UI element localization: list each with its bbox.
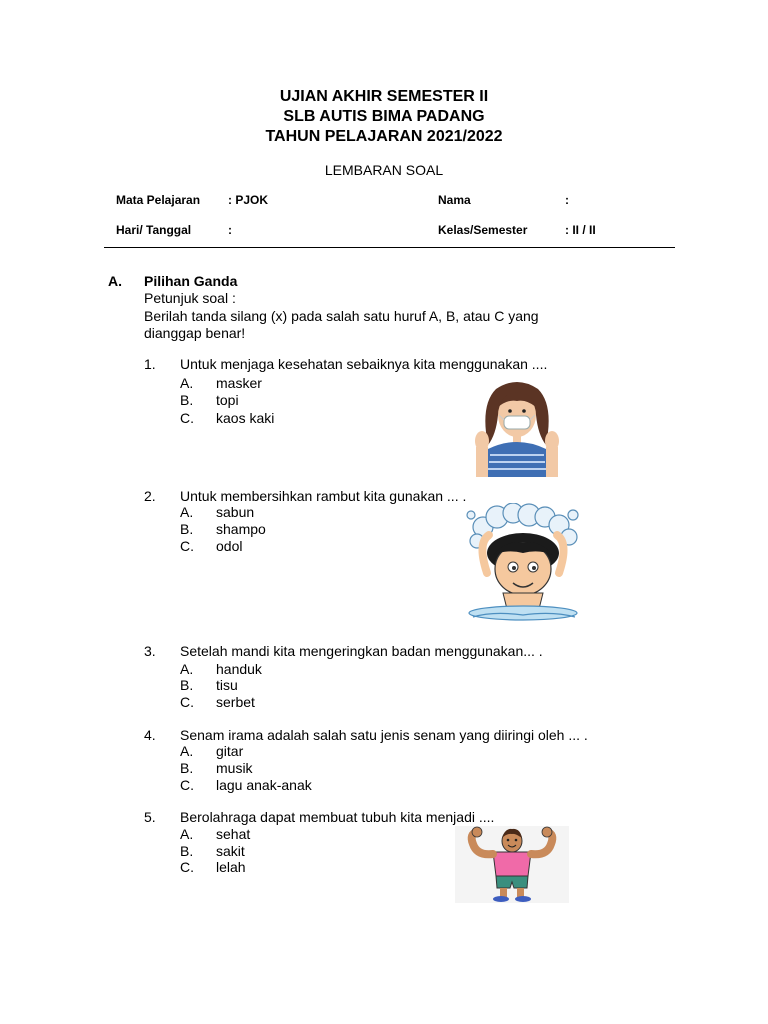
option-text: serbet — [216, 694, 255, 710]
option-text: odol — [216, 538, 243, 554]
question-text: Setelah mandi kita mengeringkan badan menggunakan... . — [180, 643, 543, 659]
option-letter: B. — [180, 843, 194, 859]
option-letter: C. — [180, 859, 194, 875]
option-letter: B. — [180, 521, 194, 537]
subject-label: Mata Pelajaran — [116, 193, 201, 207]
option-text: sabun — [216, 504, 255, 520]
name-value: : — [565, 193, 569, 207]
question-number: 3. — [144, 643, 156, 659]
option-letter: C. — [180, 777, 194, 793]
option-letter: A. — [180, 504, 194, 520]
option-text: sakit — [216, 843, 245, 859]
instruction-label: Petunjuk soal : — [144, 290, 236, 306]
strong-boy-image — [455, 826, 569, 903]
name-label: Nama — [438, 193, 471, 207]
section-letter: A. — [108, 273, 122, 289]
section-title: Pilihan Ganda — [144, 273, 238, 289]
question-text: Untuk membersihkan rambut kita gunakan ... . — [180, 488, 467, 504]
girl-with-mask-image — [466, 375, 568, 477]
sheet-title: LEMBARAN SOAL — [324, 162, 444, 178]
class-value: : II / II — [565, 223, 596, 237]
option-text: sehat — [216, 826, 251, 842]
instruction-line-1: Berilah tanda silang (x) pada salah satu huruf A, B, atau C yang — [144, 308, 539, 324]
option-letter: B. — [180, 392, 194, 408]
boy-washing-hair-image — [463, 503, 585, 625]
subject-value: : PJOK — [228, 193, 269, 207]
exam-title: UJIAN AKHIR SEMESTER II — [279, 88, 489, 105]
option-text: gitar — [216, 743, 244, 759]
option-letter: A. — [180, 661, 194, 677]
option-text: lagu anak-anak — [216, 777, 312, 793]
question-number: 4. — [144, 727, 156, 743]
header-divider — [104, 247, 675, 248]
question-number: 2. — [144, 488, 156, 504]
question-number: 1. — [144, 356, 156, 372]
option-text: lelah — [216, 859, 246, 875]
date-value: : — [228, 223, 232, 237]
option-letter: B. — [180, 677, 194, 693]
school-name: SLB AUTIS BIMA PADANG — [283, 108, 485, 125]
option-text: handuk — [216, 661, 262, 677]
option-text: masker — [216, 375, 262, 391]
instruction-line-2: dianggap benar! — [144, 325, 246, 341]
option-text: tisu — [216, 677, 238, 693]
option-text: kaos kaki — [216, 410, 275, 426]
option-text: shampo — [216, 521, 266, 537]
option-text: topi — [216, 392, 239, 408]
question-text: Berolahraga dapat membuat tubuh kita menjadi .... — [180, 809, 495, 825]
option-letter: C. — [180, 538, 194, 554]
option-letter: C. — [180, 410, 194, 426]
question-text: Senam irama adalah salah satu jenis senam yang diiringi oleh ... . — [180, 727, 588, 743]
question-number: 5. — [144, 809, 156, 825]
option-letter: A. — [180, 375, 194, 391]
question-text: Untuk menjaga kesehatan sebaiknya kita menggunakan .... — [180, 356, 548, 372]
option-text: musik — [216, 760, 253, 776]
date-label: Hari/ Tanggal — [116, 223, 192, 237]
academic-year: TAHUN PELAJARAN 2021/2022 — [265, 128, 503, 145]
class-label: Kelas/Semester — [438, 223, 528, 237]
option-letter: B. — [180, 760, 194, 776]
option-letter: A. — [180, 826, 194, 842]
option-letter: A. — [180, 743, 194, 759]
option-letter: C. — [180, 694, 194, 710]
